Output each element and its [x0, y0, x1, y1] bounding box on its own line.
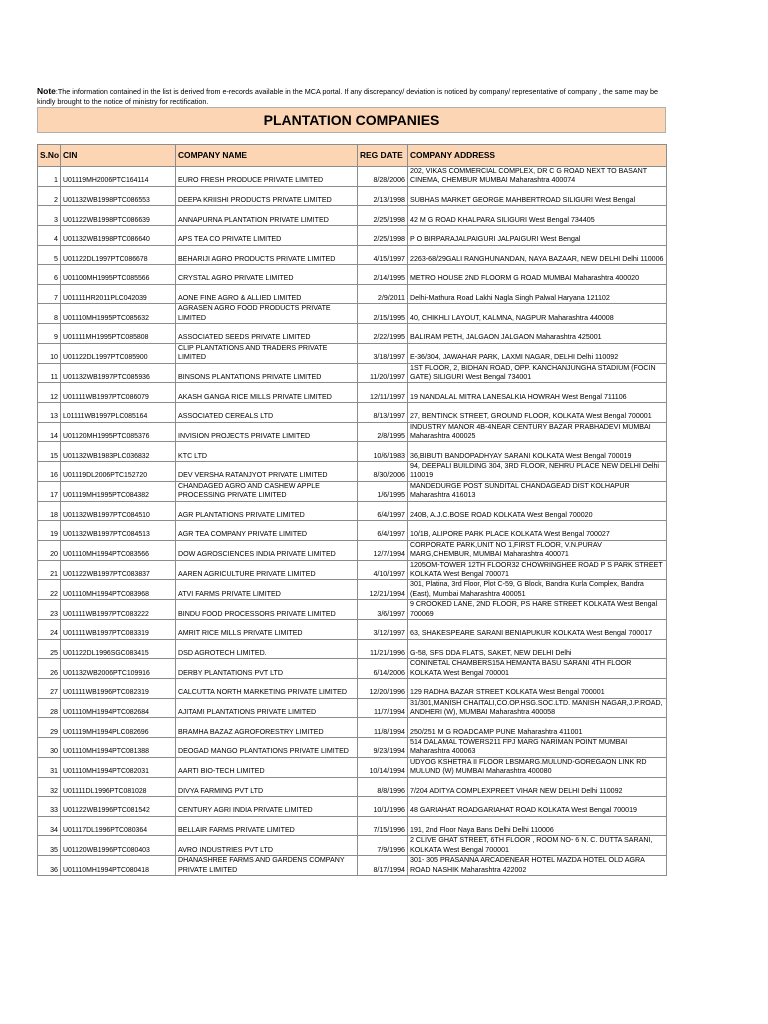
- cell-company-name: AGR TEA COMPANY PRIVATE LIMITED: [176, 521, 358, 541]
- cell-company-name: CLIP PLANTATIONS AND TRADERS PRIVATE LIMITED: [176, 343, 358, 363]
- cell-reg-date: 2/22/1995: [358, 324, 408, 344]
- cell-company-name: ASSOCIATED CEREALS LTD: [176, 403, 358, 423]
- note-label: Note: [37, 86, 56, 96]
- cell-cin: U01122WB1998PTC086639: [61, 206, 176, 226]
- cell-sno: 1: [38, 167, 61, 187]
- cell-sno: 8: [38, 304, 61, 324]
- cell-sno: 9: [38, 324, 61, 344]
- cell-reg-date: 2/13/1998: [358, 186, 408, 206]
- table-body: [38, 167, 667, 876]
- cell-sno: 4: [38, 226, 61, 246]
- cell-reg-date: 6/4/1997: [358, 501, 408, 521]
- column-header-company-name: COMPANY NAME: [176, 145, 358, 167]
- table-row: [38, 797, 667, 817]
- table-row: [38, 304, 667, 324]
- cell-company-address: 10/1B, ALIPORE PARK PLACE KOLKATA West Bengal 700027: [408, 521, 667, 541]
- cell-cin: U01111MH1995PTC085808: [61, 324, 176, 344]
- cell-company-address: 1205OM-TOWER 12TH FLOOR32 CHOWRINGHEE ROAD P S PARK STREET KOLKATA West Bengal 700071: [408, 560, 667, 580]
- cell-company-address: 48 GARIAHAT ROADGARIAHAT ROAD KOLKATA West Bengal 700019: [408, 797, 667, 817]
- cell-sno: 24: [38, 620, 61, 640]
- cell-company-address: 42 M G ROAD KHALPARA SILIGURI West Bengal 734405: [408, 206, 667, 226]
- table-row: [38, 226, 667, 246]
- cell-sno: 7: [38, 284, 61, 304]
- cell-cin: U01100MH1995PTC085566: [61, 265, 176, 285]
- table-row: [38, 540, 667, 560]
- cell-company-name: AAREN AGRICULTURE PRIVATE LIMITED: [176, 560, 358, 580]
- cell-cin: U01122WB1996PTC081542: [61, 797, 176, 817]
- cell-sno: 15: [38, 442, 61, 462]
- cell-company-address: 63, SHAKESPEARE SARANI BENIAPUKUR KOLKATA West Bengal 700017: [408, 620, 667, 640]
- cell-reg-date: 8/17/1994: [358, 856, 408, 876]
- table-row: [38, 383, 667, 403]
- cell-company-name: AKASH GANGA RICE MILLS PRIVATE LIMITED: [176, 383, 358, 403]
- cell-cin: U01111DL1996PTC081028: [61, 777, 176, 797]
- cell-reg-date: 2/8/1995: [358, 422, 408, 442]
- cell-company-address: P O BIRPARAJALPAIGURI JALPAIGURI West Bengal: [408, 226, 667, 246]
- cell-cin: U01110MH1995PTC085632: [61, 304, 176, 324]
- cell-cin: U01132WB1997PTC084513: [61, 521, 176, 541]
- cell-company-name: DHANASHREE FARMS AND GARDENS COMPANY PRIVATE LIMITED: [176, 856, 358, 876]
- table-row: [38, 186, 667, 206]
- cell-reg-date: 1/6/1995: [358, 481, 408, 501]
- column-header-company-address: COMPANY ADDRESS: [408, 145, 667, 167]
- cell-reg-date: 12/21/1994: [358, 580, 408, 600]
- cell-company-name: DIVYA FARMING PVT LTD: [176, 777, 358, 797]
- cell-company-address: 40, CHIKHLI LAYOUT, KALMNA, NAGPUR Maharashtra 440008: [408, 304, 667, 324]
- cell-company-name: AARTI BIO-TECH LIMITED: [176, 757, 358, 777]
- cell-company-name: CHANDAGED AGRO AND CASHEW APPLE PROCESSING PRIVATE LIMITED: [176, 481, 358, 501]
- cell-sno: 14: [38, 422, 61, 442]
- cell-reg-date: 6/14/2006: [358, 659, 408, 679]
- cell-company-address: E-36/304, JAWAHAR PARK, LAXMI NAGAR, DELHI Delhi 110092: [408, 343, 667, 363]
- cell-cin: U01111WB1997PTC086079: [61, 383, 176, 403]
- column-header-sno: S.No: [38, 145, 61, 167]
- cell-company-address: 9 CROOKED LANE, 2ND FLOOR, PS HARE STREET KOLKATA West Bengal 700069: [408, 600, 667, 620]
- cell-sno: 33: [38, 797, 61, 817]
- cell-reg-date: 7/15/1996: [358, 816, 408, 836]
- cell-sno: 11: [38, 363, 61, 383]
- table-row: [38, 639, 667, 659]
- cell-reg-date: 10/14/1994: [358, 757, 408, 777]
- cell-cin: U01119DL2006PTC152720: [61, 462, 176, 482]
- cell-sno: 22: [38, 580, 61, 600]
- cell-reg-date: 8/8/1996: [358, 777, 408, 797]
- cell-reg-date: 10/1/1996: [358, 797, 408, 817]
- cell-reg-date: 8/13/1997: [358, 403, 408, 423]
- cell-reg-date: 11/20/1997: [358, 363, 408, 383]
- table-row: [38, 481, 667, 501]
- table-row: [38, 462, 667, 482]
- cell-company-address: 19 NANDALAL MITRA LANESALKIA HOWRAH West Bengal 711106: [408, 383, 667, 403]
- table-row: [38, 442, 667, 462]
- cell-sno: 6: [38, 265, 61, 285]
- cell-company-address: METRO HOUSE 2ND FLOORM G ROAD MUMBAI Maharashtra 400020: [408, 265, 667, 285]
- table-row: [38, 738, 667, 758]
- cell-sno: 13: [38, 403, 61, 423]
- table-row: [38, 816, 667, 836]
- cell-company-address: Delhi-Mathura Road Lakhi Nagla Singh Palwal Haryana 121102: [408, 284, 667, 304]
- table-row: [38, 757, 667, 777]
- cell-sno: 27: [38, 679, 61, 699]
- cell-reg-date: 2/9/2011: [358, 284, 408, 304]
- cell-reg-date: 11/21/1996: [358, 639, 408, 659]
- cell-company-name: KTC LTD: [176, 442, 358, 462]
- table-row: [38, 284, 667, 304]
- cell-company-name: EURO FRESH PRODUCE PRIVATE LIMITED: [176, 167, 358, 187]
- cell-sno: 20: [38, 540, 61, 560]
- cell-sno: 29: [38, 718, 61, 738]
- cell-company-address: 36,BIBUTI BANDOPADHYAY SARANI KOLKATA West Bengal 700019: [408, 442, 667, 462]
- cell-sno: 10: [38, 343, 61, 363]
- cell-sno: 23: [38, 600, 61, 620]
- cell-reg-date: 11/8/1994: [358, 718, 408, 738]
- cell-company-address: 27, BENTINCK STREET, GROUND FLOOR, KOLKATA West Bengal 700001: [408, 403, 667, 423]
- table-row: [38, 659, 667, 679]
- cell-cin: U01132WB1997PTC085936: [61, 363, 176, 383]
- cell-company-address: 7/204 ADITYA COMPLEXPREET VIHAR NEW DELHI Delhi 110092: [408, 777, 667, 797]
- table-row: [38, 679, 667, 699]
- cell-sno: 34: [38, 816, 61, 836]
- table-row: [38, 501, 667, 521]
- table-row: [38, 856, 667, 876]
- cell-company-name: DOW AGROSCIENCES INDIA PRIVATE LIMITED: [176, 540, 358, 560]
- cell-reg-date: 2/25/1998: [358, 226, 408, 246]
- cell-company-name: ATVI FARMS PRIVATE LIMITED: [176, 580, 358, 600]
- cell-cin: U01110MH1994PTC082031: [61, 757, 176, 777]
- cell-sno: 31: [38, 757, 61, 777]
- table-row: [38, 698, 667, 718]
- cell-cin: L01111WB1997PLC085164: [61, 403, 176, 423]
- cell-cin: U01122WB1997PTC083837: [61, 560, 176, 580]
- page-title: PLANTATION COMPANIES: [37, 107, 666, 133]
- cell-reg-date: 9/23/1994: [358, 738, 408, 758]
- cell-cin: U01119MH1994PLC082696: [61, 718, 176, 738]
- cell-reg-date: 8/30/2006: [358, 462, 408, 482]
- cell-company-address: BALIRAM PETH, JALGAON JALGAON Maharashtra 425001: [408, 324, 667, 344]
- cell-cin: U01110MH1994PTC083566: [61, 540, 176, 560]
- cell-cin: U01110MH1994PTC080418: [61, 856, 176, 876]
- cell-sno: 18: [38, 501, 61, 521]
- cell-reg-date: 11/7/1994: [358, 698, 408, 718]
- cell-company-address: 301, Platina, 3rd Floor, Plot C-59, G Block, Bandra Kurla Complex, Bandra (East), Mumbai Maharashtra 400051: [408, 580, 667, 600]
- table-header-row: [38, 145, 667, 167]
- cell-reg-date: 2/15/1995: [358, 304, 408, 324]
- cell-company-address: 1ST FLOOR, 2, BIDHAN ROAD, OPP. KANCHANJUNGHA STADIUM (FOCIN GATE) SILIGURI West Bengal 734001: [408, 363, 667, 383]
- cell-reg-date: 4/15/1997: [358, 245, 408, 265]
- cell-reg-date: 12/11/1997: [358, 383, 408, 403]
- cell-company-address: 240B, A.J.C.BOSE ROAD KOLKATA West Bengal 700020: [408, 501, 667, 521]
- table-row: [38, 560, 667, 580]
- cell-company-name: AJITAMI PLANTATIONS PRIVATE LIMITED: [176, 698, 358, 718]
- cell-company-name: BINSONS PLANTATIONS PRIVATE LIMITED: [176, 363, 358, 383]
- column-header-reg-date: REG DATE: [358, 145, 408, 167]
- cell-company-address: 301- 305 PRASANNA ARCADENEAR HOTEL MAZDA HOTEL OLD AGRA ROAD NASHIK Maharashtra 422002: [408, 856, 667, 876]
- cell-reg-date: 10/6/1983: [358, 442, 408, 462]
- cell-sno: 5: [38, 245, 61, 265]
- table-row: [38, 206, 667, 226]
- cell-reg-date: 3/18/1997: [358, 343, 408, 363]
- cell-cin: U01120WB1996PTC080403: [61, 836, 176, 856]
- cell-company-name: AVRO INDUSTRIES PVT LTD: [176, 836, 358, 856]
- companies-table: [37, 144, 667, 876]
- cell-company-address: CONINETAL CHAMBERS15A HEMANTA BASU SARANI 4TH FLOOR KOLKATA West Bengal 700001: [408, 659, 667, 679]
- cell-sno: 32: [38, 777, 61, 797]
- cell-cin: U01119MH1995PTC084382: [61, 481, 176, 501]
- cell-company-name: CRYSTAL AGRO PRIVATE LIMITED: [176, 265, 358, 285]
- cell-sno: 25: [38, 639, 61, 659]
- cell-company-name: CALCUTTA NORTH MARKETING PRIVATE LIMITED: [176, 679, 358, 699]
- cell-cin: U01110MH1994PTC082684: [61, 698, 176, 718]
- cell-cin: U01132WB1983PLC036832: [61, 442, 176, 462]
- cell-cin: U01111WB1997PTC083319: [61, 620, 176, 640]
- cell-company-address: 514 DALAMAL TOWERS211 FPJ MARG NARIMAN POINT MUMBAI Maharashtra 400063: [408, 738, 667, 758]
- cell-company-address: UDYOG KSHETRA II FLOOR LBSMARG.MULUND-GOREGAON LINK RD MULUND (W) MUMBAI Maharashtra 400080: [408, 757, 667, 777]
- cell-reg-date: 2/14/1995: [358, 265, 408, 285]
- table-row: [38, 600, 667, 620]
- table-row: [38, 718, 667, 738]
- cell-reg-date: 3/6/1997: [358, 600, 408, 620]
- cell-company-name: ASSOCIATED SEEDS PRIVATE LIMITED: [176, 324, 358, 344]
- cell-cin: U01117DL1996PTC080364: [61, 816, 176, 836]
- cell-company-name: APS TEA CO PRIVATE LIMITED: [176, 226, 358, 246]
- cell-reg-date: 6/4/1997: [358, 521, 408, 541]
- cell-company-name: DEEPA KRIISHI PRODUCTS PRIVATE LIMITED: [176, 186, 358, 206]
- table-row: [38, 363, 667, 383]
- cell-company-name: ANNAPURNA PLANTATION PRIVATE LIMITED: [176, 206, 358, 226]
- column-header-cin: CIN: [61, 145, 176, 167]
- cell-company-name: AGR PLANTATIONS PRIVATE LIMITED: [176, 501, 358, 521]
- table-row: [38, 836, 667, 856]
- table-row: [38, 777, 667, 797]
- table-row: [38, 521, 667, 541]
- cell-sno: 28: [38, 698, 61, 718]
- cell-company-name: CENTURY AGRI INDIA PRIVATE LIMITED: [176, 797, 358, 817]
- cell-cin: U01132WB1998PTC086553: [61, 186, 176, 206]
- cell-company-name: AMRIT RICE MILLS PRIVATE LIMITED: [176, 620, 358, 640]
- cell-cin: U01111WB1997PTC083222: [61, 600, 176, 620]
- cell-company-address: 202, VIKAS COMMERCIAL COMPLEX, DR C G ROAD NEXT TO BASANT CINEMA, CHEMBUR MUMBAI Maharashtra 400074: [408, 167, 667, 187]
- cell-sno: 12: [38, 383, 61, 403]
- cell-company-address: 129 RADHA BAZAR STREET KOLKATA West Bengal 700001: [408, 679, 667, 699]
- cell-cin: U01111HR2011PLC042039: [61, 284, 176, 304]
- table-row: [38, 422, 667, 442]
- table-row: [38, 403, 667, 423]
- cell-company-address: INDUSTRY MANOR 4B-4NEAR CENTURY BAZAR PRABHADEVI MUMBAI Maharashtra 400025: [408, 422, 667, 442]
- cell-company-name: DERBY PLANTATIONS PVT LTD: [176, 659, 358, 679]
- cell-cin: U01119MH2006PTC164114: [61, 167, 176, 187]
- cell-company-name: BINDU FOOD PROCESSORS PRIVATE LIMITED: [176, 600, 358, 620]
- cell-company-address: 2 CLIVE GHAT STREET, 6TH FLOOR , ROOM NO- 6 N. C. DUTTA SARANI, KOLKATA West Bengal 700001: [408, 836, 667, 856]
- cell-company-address: 191, 2nd Floor Naya Bans Delhi Delhi 110006: [408, 816, 667, 836]
- cell-company-address: 250/251 M G ROADCAMP PUNE Maharashtra 411001: [408, 718, 667, 738]
- cell-sno: 16: [38, 462, 61, 482]
- cell-cin: U01111WB1996PTC082319: [61, 679, 176, 699]
- cell-company-address: G-58, SFS DDA FLATS, SAKET, NEW DELHI Delhi: [408, 639, 667, 659]
- cell-reg-date: 12/7/1994: [358, 540, 408, 560]
- cell-cin: U01132WB1997PTC084510: [61, 501, 176, 521]
- cell-company-name: DEV VERSHA RATANJYOT PRIVATE LIMITED: [176, 462, 358, 482]
- cell-sno: 36: [38, 856, 61, 876]
- note-text: :The information contained in the list is derived from e-records available in the MCA portal. If any discrepancy/ deviation is noticed by company/ representative of company , the same may be kindly brought to the notice of ministry for rectification.: [37, 87, 658, 106]
- cell-reg-date: 2/25/1998: [358, 206, 408, 226]
- cell-company-name: DSD AGROTECH LIMITED.: [176, 639, 358, 659]
- cell-sno: 17: [38, 481, 61, 501]
- cell-sno: 19: [38, 521, 61, 541]
- cell-company-name: INVISION PROJECTS PRIVATE LIMITED: [176, 422, 358, 442]
- cell-company-address: 94, DEEPALI BUILDING 304, 3RD FLOOR, NEHRU PLACE NEW DELHI Delhi 110019: [408, 462, 667, 482]
- cell-sno: 26: [38, 659, 61, 679]
- cell-company-address: MANDEDURGE POST SUNDITAL CHANDAGEAD DIST KOLHAPUR Maharashtra 416013: [408, 481, 667, 501]
- cell-cin: U01110MH1994PTC083968: [61, 580, 176, 600]
- table-row: [38, 167, 667, 187]
- cell-reg-date: 12/20/1996: [358, 679, 408, 699]
- cell-reg-date: 7/9/1996: [358, 836, 408, 856]
- cell-company-address: CORPORATE PARK,UNIT NO 1,FIRST FLOOR, V.N.PURAV MARG,CHEMBUR, MUMBAI Maharashtra 400071: [408, 540, 667, 560]
- cell-company-address: SUBHAS MARKET GEORGE MAHBERTROAD SILIGURI West Bengal: [408, 186, 667, 206]
- table-row: [38, 343, 667, 363]
- cell-cin: U01120MH1995PTC085376: [61, 422, 176, 442]
- cell-company-name: BRAMHA BAZAZ AGROFORESTRY LIMITED: [176, 718, 358, 738]
- cell-company-name: BELLAIR FARMS PRIVATE LIMITED: [176, 816, 358, 836]
- cell-company-address: 2263-68/29GALI RANGHUNANDAN, NAYA BAZAAR, NEW DELHI Delhi 110006: [408, 245, 667, 265]
- cell-sno: 30: [38, 738, 61, 758]
- cell-company-name: AGRASEN AGRO FOOD PRODUCTS PRIVATE LIMITED: [176, 304, 358, 324]
- cell-cin: U01110MH1994PTC081388: [61, 738, 176, 758]
- table-row: [38, 324, 667, 344]
- cell-sno: 35: [38, 836, 61, 856]
- cell-cin: U01132WB2006PTC109916: [61, 659, 176, 679]
- cell-company-name: BEHARIJI AGRO PRODUCTS PRIVATE LIMITED: [176, 245, 358, 265]
- cell-company-address: 31/301,MANISH CHAITALI,CO.OP.HSG.SOC.LTD. MANISH NAGAR,J.P.ROAD, ANDHERI (W), MUMBAI Maharashtra 400058: [408, 698, 667, 718]
- table-row: [38, 245, 667, 265]
- cell-cin: U01122DL1996SGC083415: [61, 639, 176, 659]
- cell-reg-date: 4/10/1997: [358, 560, 408, 580]
- cell-reg-date: 8/28/2006: [358, 167, 408, 187]
- cell-reg-date: 3/12/1997: [358, 620, 408, 640]
- table-row: [38, 580, 667, 600]
- cell-cin: U01122DL1997PTC085900: [61, 343, 176, 363]
- cell-company-name: AONE FINE AGRO & ALLIED LIMITED: [176, 284, 358, 304]
- cell-cin: U01122DL1997PTC086678: [61, 245, 176, 265]
- cell-sno: 21: [38, 560, 61, 580]
- table-row: [38, 265, 667, 285]
- cell-sno: 2: [38, 186, 61, 206]
- disclaimer-note: [37, 86, 677, 107]
- table-row: [38, 620, 667, 640]
- cell-cin: U01132WB1998PTC086640: [61, 226, 176, 246]
- cell-sno: 3: [38, 206, 61, 226]
- cell-company-name: DEOGAD MANGO PLANTATIONS PRIVATE LIMITED: [176, 738, 358, 758]
